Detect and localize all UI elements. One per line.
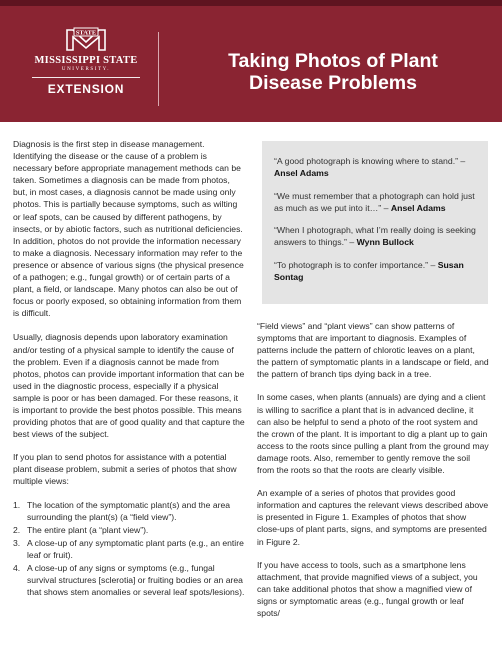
quote-author: Ansel Adams <box>390 202 446 213</box>
right-column <box>257 320 489 630</box>
intro-paragraph: Diagnosis is the first step in disease management. Identifying the disease or the cause of a problem is necessary before appropriate management methods can be taken. Sometimes a diagnosis can be made from photos, but, in most cases, a diagnosis cannot be made using only photos. This is partially because symptoms, such as wilting or leaf spots, can be caused by different pathogens, by insects, or by abiotic factors, such as nutritional deficiencies. In addition, photos do not provide the information necessary to make a diagnosis. Necessary information may refer to the presence or absence of various signs (the physical presence of a pathogen; e.g., fungal growth) or of certain parts of a plant, a field, or landscape. Many photos can also be out of focus or poorly exposed, so obtaining information from them is difficult. <box>13 139 244 319</box>
msu-m-icon <box>63 24 109 52</box>
list-text: The entire plant (a “plant view”). <box>27 524 149 535</box>
left-paragraph-3: If you plan to send photos for assistance with a potential plant disease problem, submit a series of photos that show multiple views: <box>13 452 237 487</box>
quote <box>274 259 476 284</box>
quote <box>274 190 476 215</box>
list-text: The location of the symptomatic plant(s) and the area surrounding the plant(s) (a “field view”). <box>27 499 231 522</box>
logo-university-sub: UNIVERSITY. <box>61 67 111 72</box>
page-title-line1: Taking Photos of Plant <box>228 50 438 72</box>
list-number: 2. <box>13 524 21 535</box>
quote-text: “A good photograph is knowing where to stand.” – <box>274 156 466 166</box>
left-column <box>13 138 245 599</box>
quote-text: “We must remember that a photograph can hold just as much as we put into it…” – <box>274 190 475 213</box>
quote <box>274 224 476 249</box>
list-number: 3. <box>13 537 21 548</box>
logo-extension: EXTENSION <box>47 82 125 96</box>
left-paragraph-2: Usually, diagnosis depends upon laboratory examination and/or testing of a physical sample to identify the cause of the problem. Even if a diagnosis cannot be made from photos, photos can provide important information that can be used in the diagnostic process, especially if a physical sample is poor or has been damaged. For these reasons, it is important to provide the best photos possible. This means providing photos that are of good quality and that capture the best views of the subject. <box>13 332 245 440</box>
right-paragraph-4: If you have access to tools, such as a smartphone lens attachment, that provide magnified views of a subject, you can take additional photos that show a magnified view of signs or symptomatic areas (e.g., fungal growth or leaf spots/ <box>257 559 478 618</box>
msu-extension-logo <box>30 24 142 116</box>
right-paragraph-3: An example of a series of photos that provides good information and captures the relevant views described above is presented in Figure 1. Examples of photos that show close-ups of plant parts, signs, and symptoms are presented in Figure 2. <box>257 488 489 547</box>
quote-text: “When I photograph, what I’m really doing is seeking answers to things.” – <box>274 225 476 248</box>
quote-text: “To photograph is to confer importance.” – <box>274 259 438 270</box>
right-paragraph-2: In some cases, when plants (annuals) are dying and a client is willing to sacrifice a plant that is in advanced decline, it can also be helpful to send a photo of the root system and the crown of the plant. It is important to dig a plant up to gain access to the roots since pulling a plant from the ground may damage roots. Also, remember to gently remove the soil from the roots so that the roots are clearly visible. <box>257 392 489 476</box>
quote-author: Susan Sontag <box>274 259 464 283</box>
list-number: 1. <box>13 499 21 510</box>
quote-box <box>262 141 488 304</box>
msu-logo-mark <box>63 24 109 52</box>
header-divider <box>158 32 159 106</box>
logo-mark-text: STATE <box>75 29 97 37</box>
list-number: 4. <box>13 563 21 573</box>
list-item <box>13 562 245 598</box>
quote <box>274 155 476 180</box>
logo-university-name: MISSISSIPPI STATE <box>34 55 138 66</box>
logo-rule <box>32 77 140 78</box>
page-title <box>170 50 496 94</box>
list-text: A close-up of any symptomatic plant parts (e.g., an entire leaf or fruit). <box>27 537 244 560</box>
page-title-line2: Disease Problems <box>248 72 417 94</box>
list-item <box>13 524 245 536</box>
list-item <box>13 499 245 523</box>
list-item <box>13 537 245 561</box>
right-paragraph-1: “Field views” and “plant views” can show patterns of symptoms that are important to diagnosis. Examples of patterns include the pattern of chlorotic leaves on a plant, the pattern of symptomatic plants in a landscape or field, and the pattern of branch tips dying back in a tree. <box>257 321 489 380</box>
quote-author: Wynn Bullock <box>356 237 414 248</box>
header-banner <box>0 0 502 122</box>
list-text: A close-up of any signs or symptoms (e.g., fungal survival structures [sclerotia] or fruiting bodies or an area that shows stem anomalies or several leaf spots/lesions). <box>27 563 245 598</box>
quote-author: Ansel Adams <box>274 168 329 179</box>
views-list <box>13 499 245 599</box>
